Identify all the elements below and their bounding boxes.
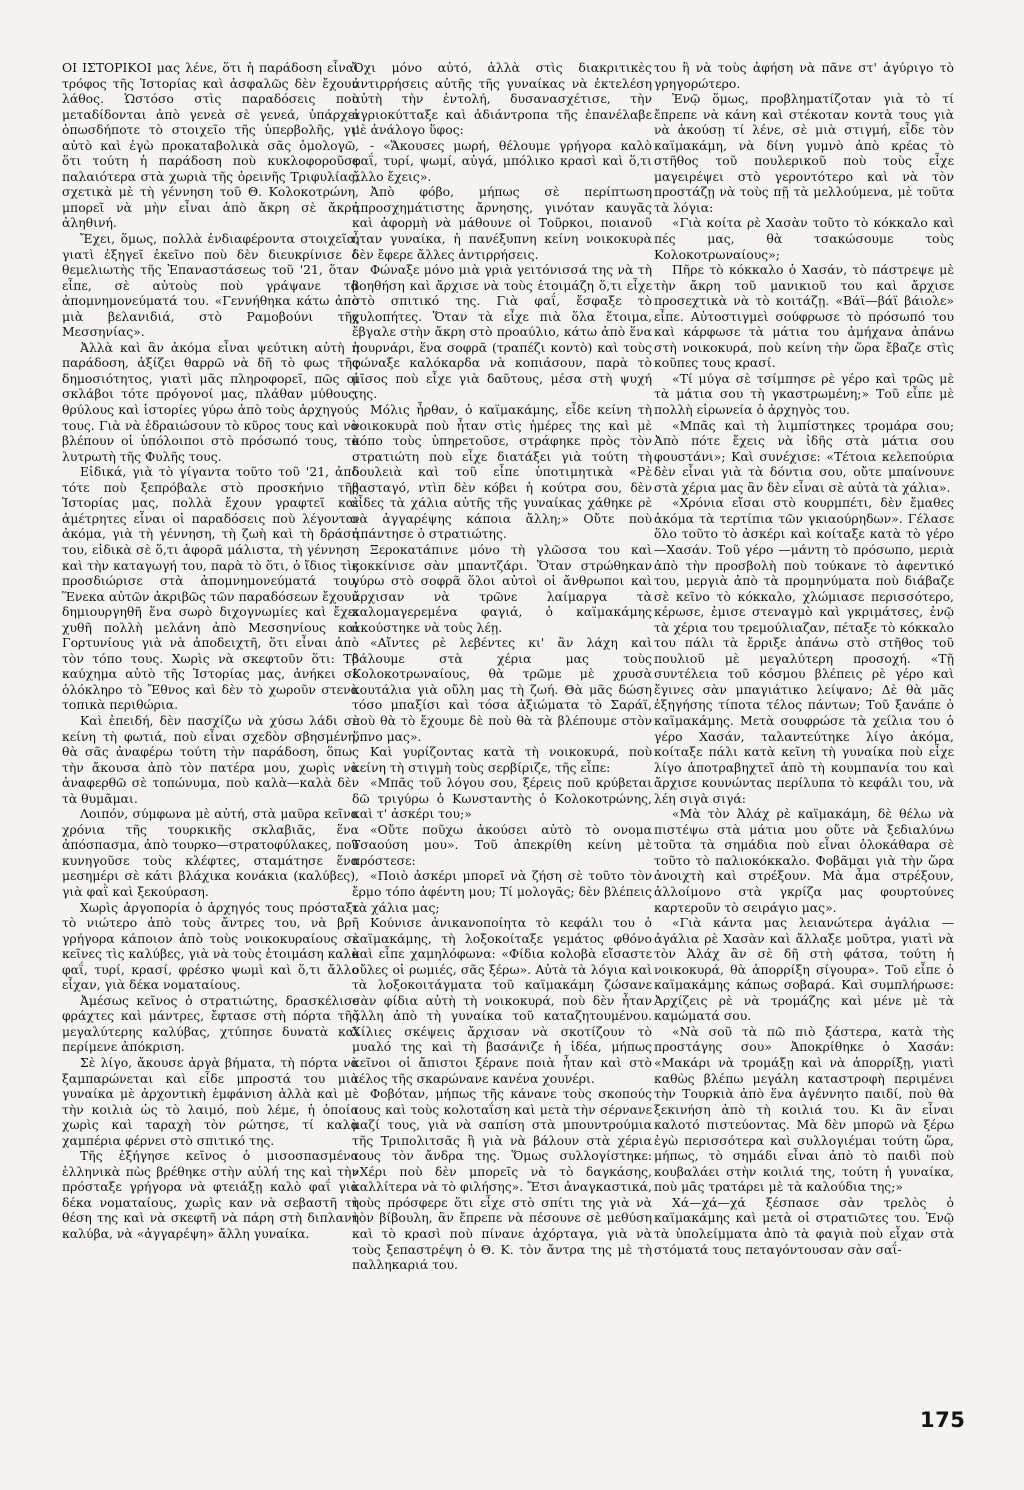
paragraph: Σὲ λίγο, ἄκουσε ἀργὰ βήματα, τὴ πόρτα νὰ ξαμπαρώνεται καὶ εἶδε μπροστά του μιὰ γυναίκα μὲ ἀρχοντικὴ ἐμφάνιση ἀλλὰ καὶ μὲ τὴν κοιλιὰ ὡς τὸ λαιμό, ποὺ λέμε, ἡ ὁποία χωρὶς καὶ ταραχὴ τὸν ρώτησε, τί καλὰ χαμπέρια φέρνει στὸ σπιτικό της. — [62, 1055, 359, 1148]
paragraph: «Μπᾶς τοῦ λόγου σου, ξέρεις ποῦ κρύβεται δῶ τριγύρω ὁ Κωνσταντὴς ὁ Κολοκοτρώνης, καὶ τ' ἀσκέρι του;» — [352, 775, 652, 822]
paragraph: Χά—χά—χά ξέσπασε σὰν τρελὸς ὁ καϊμακάμης καὶ μετὰ οἱ στρατιῶτες του. Ἐνῷ τὰ ὑπολείμματα ἀπὸ τὰ φαγιὰ ποὺ εἶχαν στὰ στόματά τους πεταγόντουσαν σὰν σαΐ- — [654, 1194, 954, 1257]
paragraph: Ἀπὸ φόβο, μήπως σὲ περίπτωση ἀπροσχημάτιστης ἄρνησης, γινόταν καυγᾶς καὶ ἀφορμὴ νὰ μάθουνε οἱ Τοῦρκοι, ποιανοῦ ἦταν γυναίκα, ἡ πανέξυπνη κείνη νοικοκυρὰ δὲν ἔφερε ἄλλες ἀντιρρήσεις. — [352, 184, 652, 262]
paragraph: Λοιπόν, σύμφωνα μὲ αὐτή, στὰ μαῦρα κεῖνα χρόνια τῆς τουρκικῆς σκλαβιᾶς, ἕνα ἀπόσπασμα, ἀπὸ τουρκο—στρατοφύλακες, ποὺ κυνηγοῦσε τοὺς κλέφτες, σταμάτησε ἕνα μεσημέρι σὲ κάτι βλάχικα κονάκια (καλύβες), γιὰ φαῒ καὶ ξεκούραση. — [62, 806, 359, 899]
paragraph: Ἐνῷ ὅμως, προβληματίζοταν γιὰ τὸ τί ἔπρεπε νὰ κάνη καὶ στέκοταν κοντὰ τους γιὰ νὰ ἀκούσῃ τί λένε, σὲ μιὰ στιγμή, εἶδε τὸν καϊμακάμη, νὰ δίνη γυμνὸ ἀπὸ κρέας τὸ στῆθος τοῦ πουλερικοῦ ποὺ τοὺς εἶχε μαγειρέψει στὸ γεροντότερο καὶ νὰ τὸν προστάζῃ νὰ τοὺς πῇ τὰ μελλούμενα, μὲ τοῦτα τὰ λόγια: — [654, 91, 954, 215]
paragraph: Ἔχει, ὅμως, πολλὰ ἐνδιαφέροντα στοιχεῖα, γιατὶ ἐξηγεῖ ἐκεῖνο ποὺ δὲν διευκρίνισε ὁ θεμελιωτὴς τῆς Ἐπαναστάσεως τοῦ '21, ὅταν εἶπε, σὲ αὐτοὺς ποὺ γράψανε τὰ ἀπομνημονεύματά του. «Γεννήθηκα κάτω ἀπὸ μιὰ βελανιδιά, στὸ Ραμοβούνι τῆς Μεσσηνίας». — [62, 231, 359, 340]
text-column-middle — [352, 60, 652, 1273]
paragraph: «Οὔτε ποῦχω ἀκούσει αὐτὸ τὸ ονομα Τσαούση μου». Τοῦ ἀπεκρίθη κείνη μὲ πρόστεσε: — [352, 821, 652, 868]
paragraph: Ὄχι μόνο αὐτό, ἀλλὰ στὶς διακριτικὲς ἀντιρρήσεις αὐτῆς τῆς γυναίκας νὰ ἐκτελέση αὐτὴ τὴν ἐντολή, δυσανασχέτισε, τὴν ἀγριοκύτταξε καὶ ἀδιάντροπα τῆς ἐπανέλαβε μὲ ἀνάλογο ὕφος: — [352, 60, 652, 138]
paragraph: «Γιὰ κάντα μας λειανώτερα ἀγάλια — ἀγάλια ρὲ Χασὰν καὶ ἄλλαξε μοῦτρα, γιατὶ νὰ τὸν Ἀλάχ ἂν σὲ δῆ στὴ φάτσα, τούτη ἡ νοικοκυρά, θὰ ἀπορρίξη σίγουρα». Τοῦ εἶπε ὁ καϊμακάμης κάπως σοβαρά. Καὶ συμπλήρωσε: Ἀρχίζεις ρὲ νὰ τρομάζης καὶ μένε μὲ τὰ καμώματά σου. — [654, 915, 954, 1024]
paragraph: «Γιὰ κοίτα ρὲ Χασὰν τοῦτο τὸ κόκκαλο καὶ πές μας, θὰ τσακώσουμε τοὺς Κολοκοτρωναίους»; — [654, 215, 954, 262]
paragraph: «Αἴντες ρὲ λεβέντες κι' ἂν λάχη καὶ βάλουμε στὰ χέρια μας τοὺς Κολοκοτρωναίους, θὰ τρῶμε μὲ χρυσὰ κουτάλια γιὰ οὔλη μας τὴ ζωή. Θὰ μᾶς δώση τόσο μπαξίσι καὶ τόσα ἀξιώματα τὸ Σαράϊ, ποὺ θὰ τὸ ἔχουμε δὲ ποὺ θὰ τὰ βλέπουμε στὸν ὕπνο μας». — [352, 635, 652, 744]
text-column-left — [62, 60, 359, 1242]
paragraph: «Μὰ τὸν Ἀλάχ ρὲ καϊμακάμη, δὲ θέλω νὰ πιστέψω στὰ μάτια μου οὔτε νὰ ξεδιαλύνω τοῦτα τὰ σημάδια ποὺ εἶναι ὁλοκάθαρα σὲ τοῦτο τὸ παλιοκόκκαλο. Φοβᾶμαι γιὰ τὴν ὥρα ἀνοιχτὴ καὶ στρέξουν. Μὰ ἆμα στρέξουν, ἀλλοίμονο στὰ γκρίζα μας φουρτούνες καρτεροῦν τὸ σειράγιο μας». — [654, 806, 954, 915]
paragraph: «Χρόνια εἴσαι στὸ κουρμπέτι, δὲν ἔμαθες ἀκόμα τὰ τερτίπια τῶν γκιαούρηδων». Γέλασε ὅλο τοῦτο τὸ ἀσκέρι καὶ κοίταξε κατὰ τὸ γέρο —Χασάν. Τοῦ γέρο —μάντη τὸ πρόσωπο, μεριὰ ἀπὸ τὴν προσβολὴ ποὺ τούκανε τὸ ἀφεντικό του, μεργιὰ ἀπὸ τὰ προμηνύματα ποὺ διάβαζε σὲ κεῖνο τὸ κόκκαλο, χλώμιασε περισσότερο, κέρωσε, ἐμισε στεναγμὸ καὶ γκριμάτσες, ἐνῷ τὰ χέρια του τρεμούλιαζαν, πέταξε τὸ κόκκαλο του πάλι τὰ ἔρριξε ἀπάνω στὸ στῆθος τοῦ πουλιοῦ μὲ μεγαλύτερη προσοχή. «Τῇ συντέλεια τοῦ κόσμου βλέπεις ρὲ γέρο καὶ ἔγινες σὰν μπαγιάτικο λείψανο; Δὲ θὰ μᾶς ἐξηγήσης τίποτα τέλος πάντων; Τοῦ ξανάπε ὁ καϊμακάμης. Μετὰ σουφρώσε τὰ χείλια του ὁ γέρο Χασάν, ταλαντεύτηκε λίγο ἀκόμα, κοίταξε πάλι κατὰ κεῖνη τὴ γυναίκα ποὺ εἶχε λίγο ἀποτραβηχτεῖ ἀπὸ τὴ κουμπανία του καὶ ἄρχισε κουνώντας περίλυπα τὸ κεφάλι του, νὰ λέη σιγὰ σιγά: — [654, 495, 954, 806]
paragraph: «Νὰ σοῦ τὰ πῶ πιὸ ξάστερα, κατὰ τὴς προστάγης σου» Ἀποκρίθηκε ὁ Χασάν: «Μακάρι νὰ τρομάξῃ καὶ νὰ ἀπορρίξῃ, γιατὶ καθὼς βλέπω μεγάλη καταστροφὴ περιμένει τὴν Τουρκιὰ ἀπὸ ἕνα ἀγέννητο παιδί, ποὺ θὰ ξεκινήση ἀπὸ τὴ κοιλιά του. Κι ἂν εἶναι καλοτό πιστεύοντας. Μὰ δὲν μπορῶ νὰ ξέρω ἐγὼ περισσότερα καὶ συλλογιέμαι τούτη ὥρα, μήπως, τὸ σημάδι εἶναι ἀπὸ τὸ παιδὶ ποὺ κουβαλάει στὴν κοιλιά της, τούτη ἡ γυναίκα, ποὺ μᾶς τρατάρει μὲ τὰ καλούδια της;» — [654, 1023, 954, 1195]
paragraph: Μόλις ἦρθαν, ὁ καϊμακάμης, εἶδε κείνη τὴ νοικοκυρὰ ποὺ ἦταν στὶς ἡμέρες της καὶ μὲ κόπο τοὺς ὑπηρετοῦσε, στράφηκε πρὸς τὸν στρατιώτη ποὺ εἶχε διατάξει γιὰ τούτη τὴ δουλειὰ καὶ τοῦ εἶπε ὑποτιμητικὰ «Ρὲ βασταγό, ντὶπ δὲν κόβει ἡ κούτρα σου, δὲν εἶδες τὰ χάλια αὐτῆς τῆς γυναίκας χάθηκε ρὲ νὰ ἀγγαρέψης κάποια ἄλλη;» Οὔτε ποὺ ἀπάντησε ὁ στρατιώτης. — [352, 402, 652, 542]
text-column-right — [654, 60, 954, 1257]
paragraph: Εἰδικά, γιὰ τὸ γίγαντα τοῦτο τοῦ '21, ἀπὸ τότε ποὺ ξεπρόβαλε στὸ προσκήνιο τῆς Ἱστορίας μας, πολλὰ ἔχουν γραφτεῖ καὶ ἀμέτρητες εἶναι οἱ παραδόσεις ποὺ λέγονται ἀκόμα, γιὰ τὴ γέννηση, τὴ ζωὴ καὶ τὴ δράση του, εἰδικὰ σὲ ὅ,τι ἀφορᾶ μάλιστα, τὴ γέννηση καὶ τὴν καταγωγή του, παρὰ τὸ ὅτι, ὁ ἴδιος τὶς προσδιώρισε στὰ ἀπομνημονεύματά του. Ἕνεκα αὐτῶν ἀκριβῶς τῶν παραδόσεων ἔχουν δημιουργηθῆ ἕνα σωρὸ διχογνωμίες καὶ ἔχει χυθῆ πολλὴ μελάνη ἀπὸ Μεσσηνίους καὶ Γορτυνίους γιὰ νὰ ἀποδειχτῆ, ὅτι εἶναι ἀπὸ τὸν τόπο τους. Χωρὶς νὰ σκεφτοῦν ὅτι: Τὸ καύχημα αὐτὸ τῆς Ἱστορίας μας, ἀνήκει σὲ ὁλόκληρο τὸ Ἔθνος καὶ δὲν τὸ χωροῦν στενὰ τοπικὰ περιθώρια. — [62, 464, 359, 713]
paragraph: «Ποιὸ ἀσκέρι μπορεῖ νὰ ζήση σὲ τοῦτο τὸν ἔρμο τόπο ἀφέντη μου; Τί μολογᾶς; δὲν βλέπεις τὰ χάλια μας; — [352, 868, 652, 915]
paragraph: Καὶ γυρίζοντας κατὰ τὴ νοικοκυρά, ποὺ κείνη τὴ στιγμὴ τοὺς σερβίριζε, τῆς εἶπε: — [352, 744, 652, 775]
paragraph: Ξεροκατάπινε μόνο τὴ γλῶσσα του καὶ κοκκίνισε σὰν μπαντζάρι. Ὅταν στρώθηκαν γύρω στὸ σοφρᾶ ὅλοι αὐτοὶ οἱ ἄνθρωποι καὶ ἄρχισαν νὰ τρῶνε λαίμαργα τὰ καλομαγερεμένα φαγιά, ὁ καϊμακάμης ἀκούστηκε νὰ τοὺς λέῃ. — [352, 541, 652, 635]
paragraph: Ἀμέσως κεῖνος ὁ στρατιώτης, δρασκέλισε φράχτες καὶ μάντρες, ἔφτασε στὴ πόρτα τῆς μεγαλύτερης καλύβας, χτύπησε δυνατὰ καὶ περίμενε ἀπόκριση. — [62, 992, 359, 1055]
paragraph: Φοβόταν, μήπως τῆς κάνανε τοὺς σκοπούς τους καὶ τοὺς κολοταΐση καὶ μετὰ τὴν σέρνανε μαζί τους, γιὰ νὰ σαπίση στὰ μπουντρούμια τῆς Τριπολιτσᾶς ἢ γιὰ νὰ βάλουν στὰ χέρια τους τὸν ἄνδρα της. Ὅμως συλλογίστηκε: «Χέρι ποὺ δὲν μπορεῖς νὰ τὸ δαγκάσης, καλλίτερα νὰ τὸ φιλήσης». Ἔτσι ἀναγκαστικά, τοὺς πρόσφερε ὅτι εἶχε στὸ σπίτι της γιὰ νὰ τὸν βίβουλη, ἂν ἔπρεπε νὰ πέσουνε σὲ μεθύση καὶ τὸ κρασὶ ποὺ πίνανε ἀχόρταγα, γιὰ νὰ τοὺς ξεπαστρέψη ὁ Θ. Κ. τὸν ἄντρα της μὲ τὴ παλληκαριά του. — [352, 1086, 652, 1273]
paragraph: «Τί μύγα σὲ τσίμπησε ρὲ γέρο καὶ τρῶς μὲ τὰ μάτια σου τὴ γκαστρωμένη;» Τοῦ εἶπε μὲ πολλὴ εἰρωνεία ὁ ἀρχηγὸς του. — [654, 370, 954, 418]
paragraph: Ἀλλὰ καὶ ἂν ἀκόμα εἶναι ψεύτικη αὐτὴ ἡ παράδοση, ἀξίζει θαρρῶ νὰ δῆ τὸ φως τῆς δημοσιότητος, γιατὶ μᾶς πληροφορεῖ, πῶς οἱ σκλάβοι τότε πρόγονοί μας, πλάθαν μύθους, θρύλους καὶ ἱστορίες γύρω ἀπὸ τοὺς ἀρχηγούς τους. Γιὰ νὰ ἑδραιώσουν τὸ κῦρος τους καὶ νὰ βλέπουν οἱ ὑπόλοιποι στὸ πρόσωπό τους, τὸ λυτρωτὴ τῆς Φυλῆς τους. — [62, 339, 359, 464]
page-number: 175 — [920, 1408, 966, 1432]
paragraph: ΟΙ ΙΣΤΟΡΙΚΟΙ μας λένε, ὅτι ἡ παράδοση εἶναι τρόφος τῆς Ἱστορίας καὶ ἀσφαλῶς δὲν ἔχουν λάθος. Ὡστόσο στὶς παραδόσεις ποὺ μεταδίδονται ἀπὸ γενεὰ σὲ γενεά, ὑπάρχει ὁπωσδήποτε τὸ στοιχεῖο τῆς ὑπερβολῆς, γι' αὐτὸ καὶ ἐγὼ προκαταβολικὰ σᾶς ὁμολογῶ, ὅτι τούτη ἡ παράδοση ποὺ κυκλοφοροῦσε παλαιότερα στὰ χωριὰ τῆς ὀρεινῆς Τριφυλίας, σχετικὰ μὲ τὴ γέννηση τοῦ Θ. Κολοκοτρώνη, μπορεῖ νὰ μὴν εἶναι ἀπὸ ἄκρη σὲ ἄκρη ἀληθινή. — [62, 60, 359, 231]
paragraph: Κούνισε ἀνικανοποίητα τὸ κεφάλι του ὁ καϊμακάμης, τὴ λοξοκοίταξε γεμάτος φθόνο καὶ εἶπε χαμηλόφωνα: «Φίδια κολοβὰ εἴσαστε οὔλες οἱ ρωμιές, σᾶς ξέρω». Αὐτὰ τὰ λόγια καὶ τὰ λοξοκοιτάγματα τοῦ καϊμακάμη ζώσανε σὰν φίδια αὐτὴ τὴ νοικοκυρά, ποὺ δὲν ἦταν ἄλλη ἀπὸ τὴ γυναίκα τοῦ καταζητουμένου. Χίλιες σκέψεις ἄρχισαν νὰ σκοτίζουν τὸ μυαλό της καὶ τὴ βασάνιζε ἡ ἰδέα, μήπως κεῖνοι οἱ ἄπιστοι ξέρανε ποιὰ ἦταν καὶ στὸ τέλος τῆς σκαρώνανε κανένα χουνέρι. — [352, 915, 652, 1086]
paragraph: Πῆρε τὸ κόκκαλο ὁ Χασάν, τὸ πάστρεψε μὲ τὴν ἄκρη τοῦ μανικιοῦ του καὶ ἄρχισε προσεχτικὰ νὰ τὸ κοιτάζῃ. «Βάϊ—βάϊ βάιολε» εἶπε. Αὐτοστιγμεὶ σούφρωσε τὸ πρόσωπό του καὶ κάρφωσε τὰ μάτια του ἀμήχανα ἀπάνω στὴ νοικοκυρά, ποὺ κείνη τὴν ὥρα ἔβαζε στὶς κοῦπες τους κρασί. — [654, 262, 954, 371]
paragraph: Τῆς ἐξήγησε κεῖνος ὁ μισοσπασμένα ἑλληνικὰ πὼς βρέθηκε στὴν αὐλή της καὶ τὴν πρόσταξε γρήγορα νὰ φτειάξῃ καλὸ φαΐ γιὰ δέκα νοματαίους, χωρὶς καν νὰ σεβαστῆ τὴ θέση της καὶ νὰ σκεφτῆ νὰ πάρη στὴ διπλανὴ καλύβα, νὰ «ἀγγαρέψη» ἄλλη γυναίκα. — [62, 1148, 359, 1242]
paragraph: - «Ἄκουσες μωρή, θέλουμε γρήγορα καλὸ φαΐ, τυρί, ψωμί, αὐγά, μπόλικο κρασὶ καὶ ὅ,τι ἄλλο ἔχεις». — [352, 137, 652, 184]
paragraph: «Μπᾶς καὶ τὴ λιμπίστηκες τρομάρα σου; Ἀπὸ πότε ἔχεις νὰ ἰδῆς στὰ μάτια σου φουστάνι»; Καὶ συνέχισε: «Τέτοια κελεπούρια δὲν εἶναι γιὰ τὰ δόντια σου, οὔτε μπαίνουνε στὰ χέρια μας ἂν δὲν εἶναι σὲ αὐτὰ τὰ χάλια». — [654, 417, 954, 495]
paragraph: Χωρὶς ἀργοπορία ὁ ἀρχηγός τους πρόσταξε τὸ νιώτερο ἀπὸ τοὺς ἄντρες του, νὰ βρῆ γρήγορα κάποιον ἀπὸ τοὺς νοικοκυραίους σὲ κεῖνες τὶς καλύβες, γιὰ νὰ τοὺς ἑτοιμάση καλὸ φαΐ, τυρί, κρασί, φρέσκο ψωμὶ καὶ ὅ,τι ἄλλο εἶχαν, γιὰ δέκα νοματαίους. — [62, 899, 359, 993]
paragraph: Φώναξε μόνο μιὰ γριὰ γειτόνισσά της νὰ τὴ βοηθήση καὶ ἄρχισε νὰ τοὺς ἑτοιμάζη ὅ,τι εἶχε στὸ σπιτικό της. Γιὰ φαΐ, ἔσφαξε τὸ χυλοπήτες. Ὅταν τὰ εἶχε πιὰ ὅλα ἕτοιμα, ἔβγαλε στὴν ἄκρη στὸ προαύλιο, κάτω ἀπὸ ἕνα πουρνάρι, ἕνα σοφρᾶ (τραπέζι κοντὸ) καὶ τοὺς φώναξε καλόκαρδα νὰ κοπιάσουν, παρὰ τὸ μῖσος ποὺ εἶχε γιὰ δαῦτους, μέσα στὴ ψυχή της. — [352, 262, 652, 402]
paragraph: Καὶ ἐπειδή, δὲν πασχίζω νὰ χύσω λάδι σὲ κείνη τὴ φωτιά, ποὺ εἶναι σχεδὸν σβησμένη, θὰ σᾶς ἀναφέρω τούτη τὴν παράδοση, ὅπως τὴν ἄκουσα ἀπὸ τὸν πατέρα μου, χωρὶς νὰ ἀναφερθῶ σὲ τοπώνυμα, ποὺ καλὰ—καλὰ δὲν τὰ θυμᾶμαι. — [62, 712, 359, 806]
paragraph: του ἢ νὰ τοὺς ἀφήση νὰ πᾶνε στ' ἀγύριγο τὸ γρηγορώτερο. — [654, 60, 954, 91]
